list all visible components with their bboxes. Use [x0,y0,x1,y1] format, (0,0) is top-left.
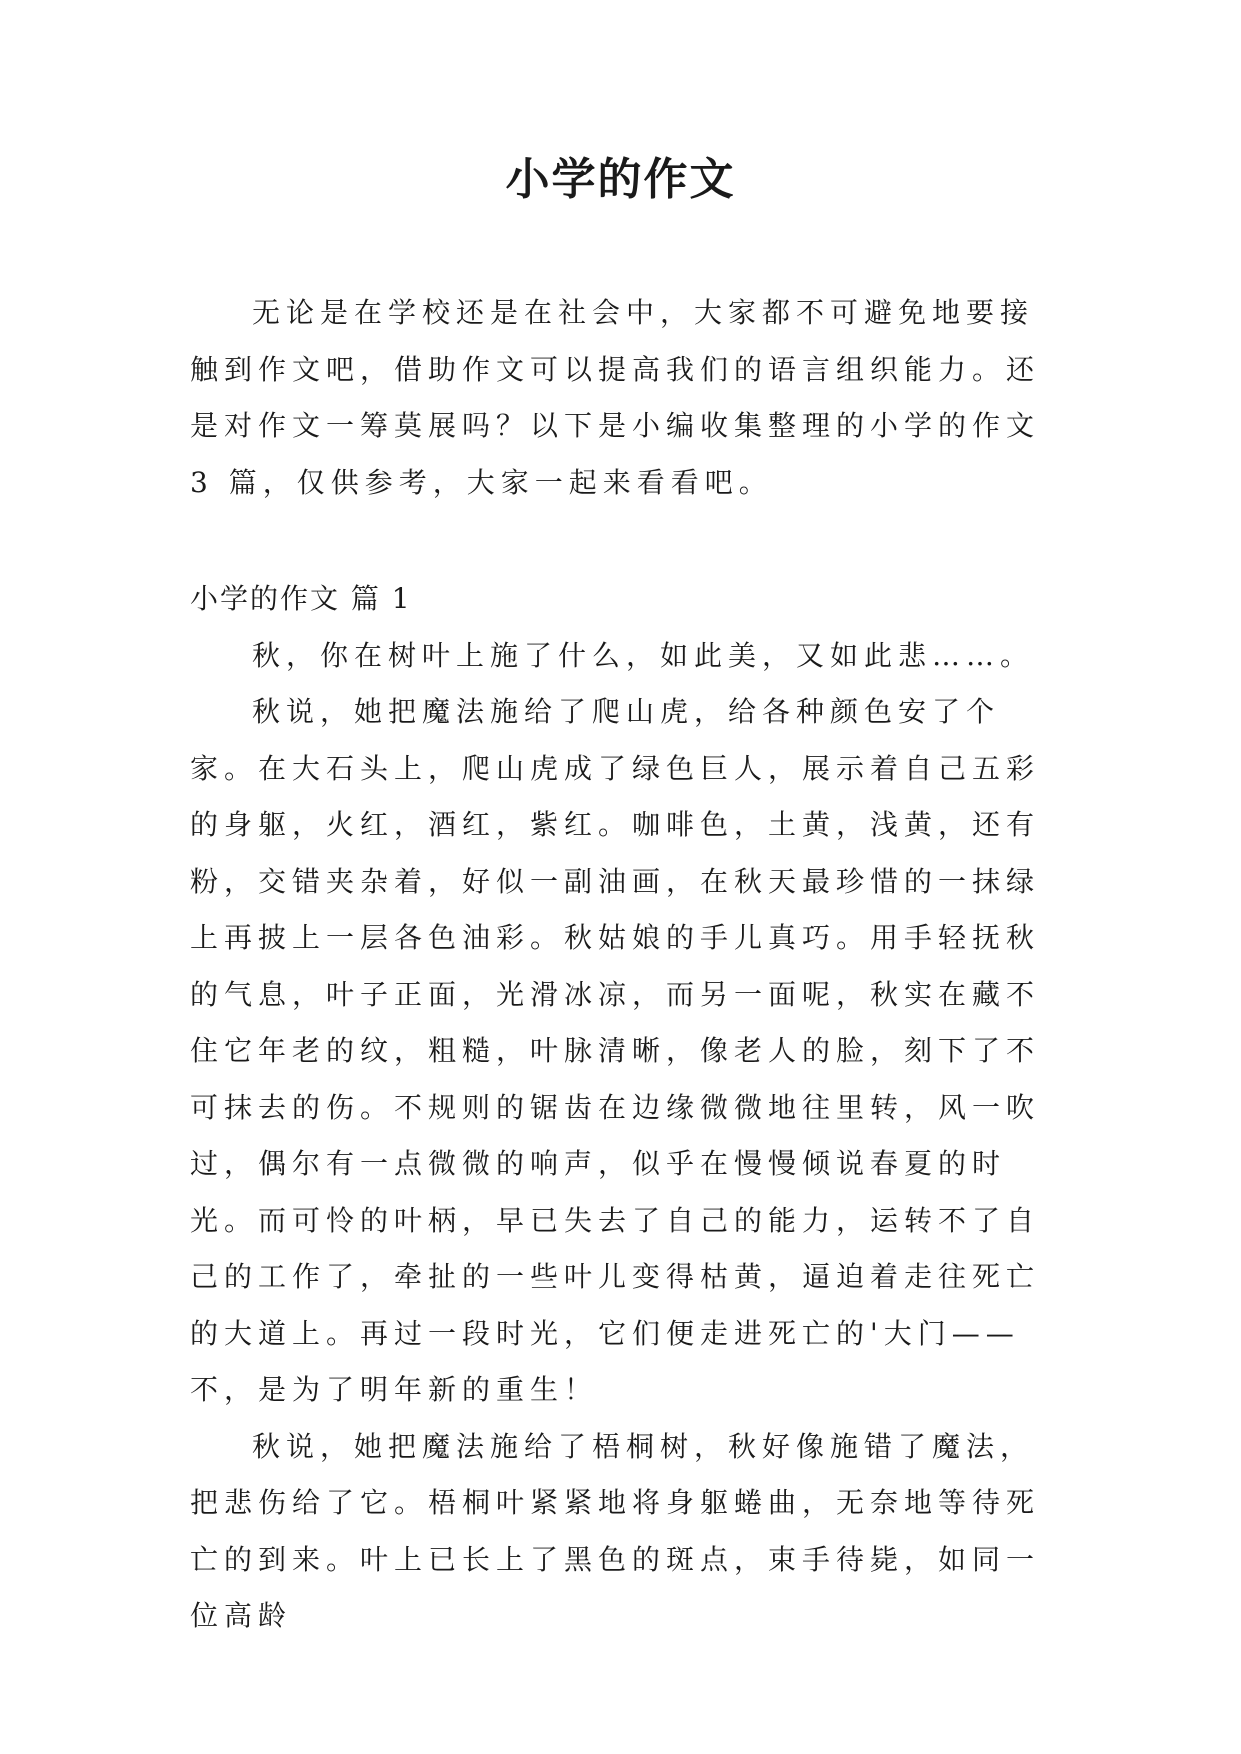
body-paragraph: 秋，你在树叶上施了什么，如此美，又如此悲……。 [252,638,1035,672]
section-heading: 小学的作文 篇 1 [190,582,412,615]
intro-paragraph: 无论是在学校还是在社会中，大家都不可避免地要接触到作文吧，借助作文可以提高我们的语言组织能力。还是对作文一筹莫展吗？以下是小编收集整理的小学的作文 3 篇，仅供参考，大家一起来看看吧。 [190,296,1041,499]
document-title: 小学的作文 [505,154,736,205]
body-paragraph: 秋说，她把魔法施给了梧桐树，秋好像施错了魔法，把悲伤给了它。梧桐叶紧紧地将身躯蜷曲，无奈地等待死亡的到来。叶上已长上了黑色的斑点，束手待毙，如同一位高龄 [190,1429,1041,1632]
body-paragraph: 秋说，她把魔法施给了爬山虎，给各种颜色安了个家。在大石头上，爬山虎成了绿色巨人，展示着自己五彩的身躯，火红，酒红，紫红。咖啡色，土黄，浅黄，还有粉，交错夹杂着，好似一副油画，在秋天最珍惜的一抹绿上再披上一层各色油彩。秋姑娘的手儿真巧。用手轻抚秋的气息，叶子正面，光滑冰凉，而另一面呢，秋实在藏不住它年老的纹，粗糙，叶脉清晰，像老人的脸，刻下了不可抹去的伤。不规则的锯齿在边缘微微地往里转，风一吹过，偶尔有一点微微的响声，似乎在慢慢倾说春夏的时光。而可怜的叶柄，早已失去了自己的能力，运转不了自己的工作了，牵扯的一些叶儿变得枯黄，逼迫着走往死亡的大道上。再过一段时光，它们便走进死亡的'大门——不，是为了明年新的重生！ [190,695,1041,1406]
document-body [190,285,1062,1645]
